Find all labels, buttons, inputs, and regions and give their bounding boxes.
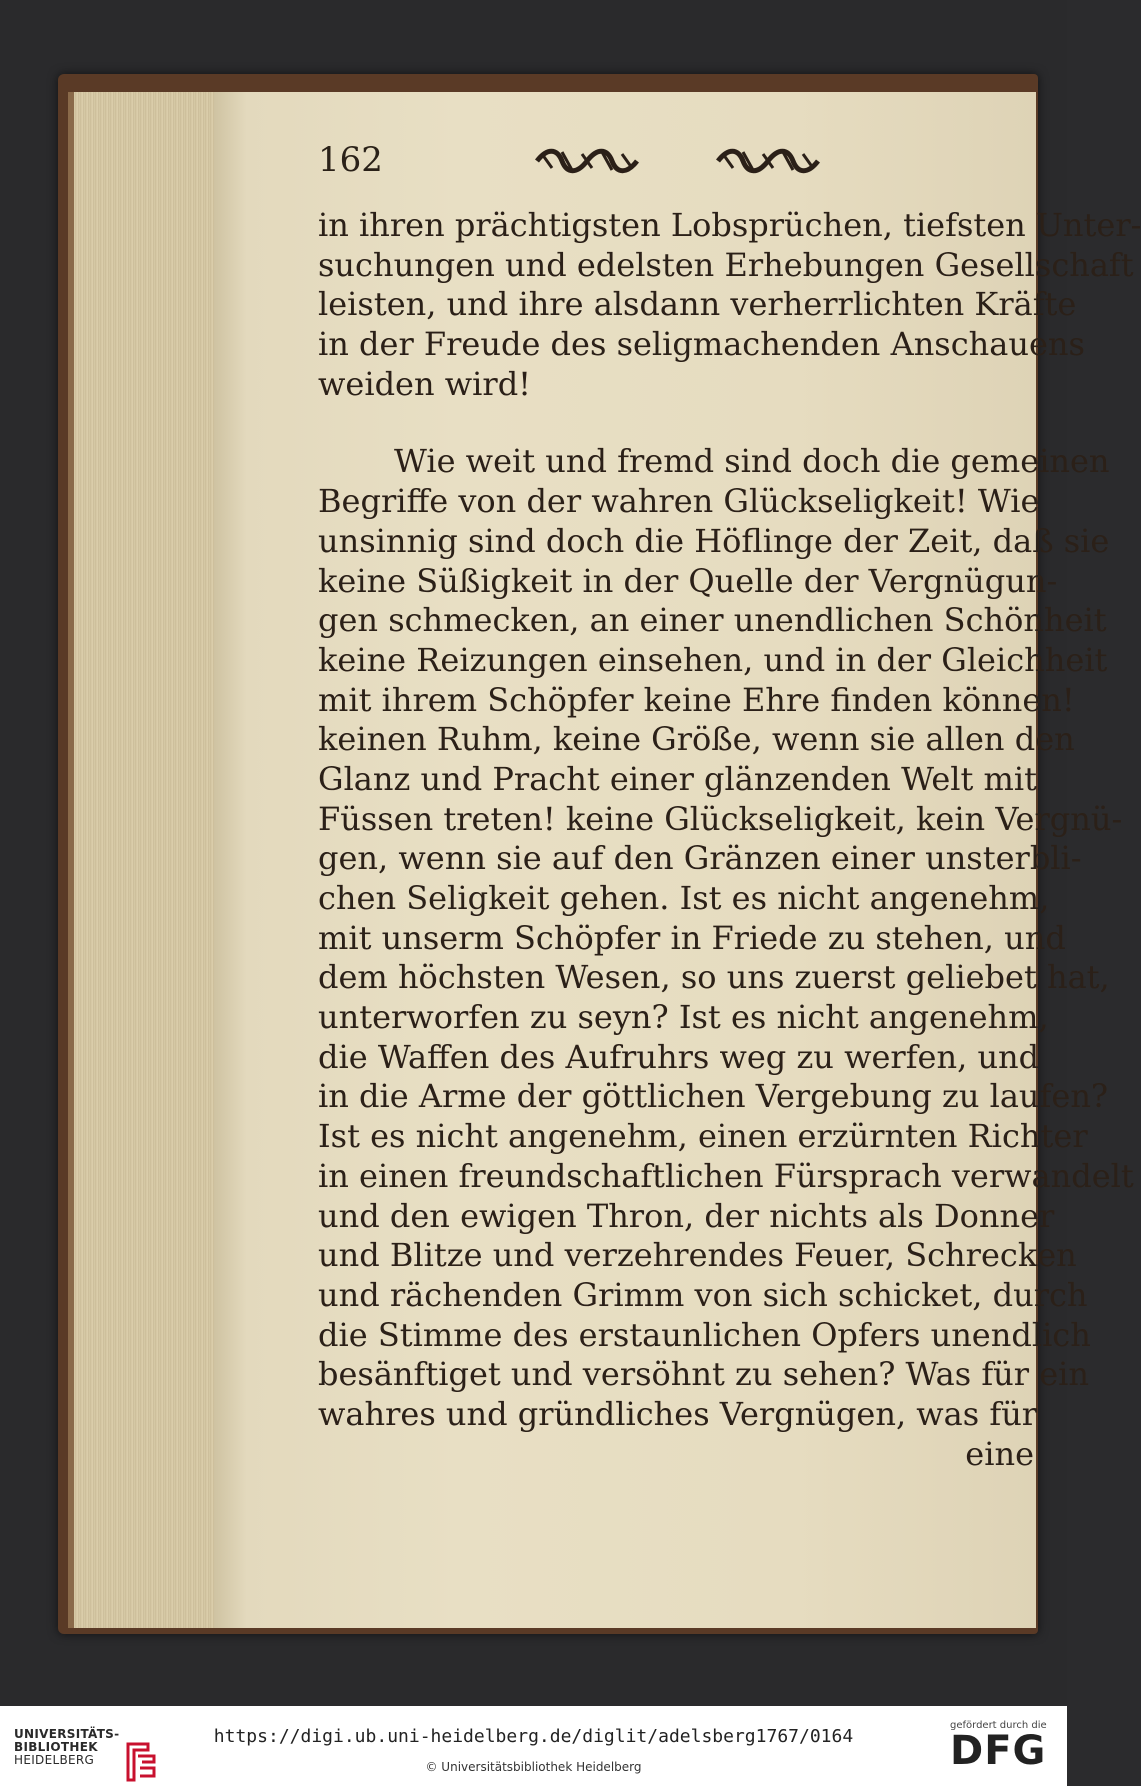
text-line: Füssen treten! keine Glückseligkeit, kein Vergnü- [318, 799, 1123, 838]
page-edges [68, 92, 226, 1628]
text-line: unterworfen zu seyn? Ist es nicht angenehm, [318, 998, 1049, 1037]
text-line: leisten, und ihre alsdann verherrlichten Kräfte [318, 285, 1077, 324]
text-line: dem höchsten Wesen, so uns zuerst geliebet hat, [318, 958, 1110, 997]
library-name-line: UNIVERSITÄTS- [14, 1727, 120, 1741]
text-line: gen schmecken, an einer unendlichen Schönheit [318, 601, 1107, 640]
text-line: in ihren prächtigsten Lobsprüchen, tiefsten Unter- [318, 206, 1141, 244]
library-name-line: BIBLIOTHEK [14, 1740, 98, 1754]
text-line: keine Süßigkeit in der Quelle der Vergnügun- [318, 561, 1058, 600]
text-line: chen Seligkeit gehen. Ist es nicht angenehm, [318, 879, 1050, 917]
text-line: in einen freundschaftlichen Fürsprach verwandelt [318, 1156, 1134, 1195]
text-line: Ist es nicht angenehm, einen erzürnten Richter [318, 1117, 1088, 1156]
page-text [318, 206, 1141, 1474]
dfg-funding-logo[interactable] [950, 1720, 1060, 1774]
text-line: keinen Ruhm, keine Größe, wenn sie allen den [318, 720, 1075, 759]
text-line: Wie weit und fremd sind doch die gemeinen [394, 442, 1110, 481]
text-line: die Stimme des erstaunlichen Opfers unendlich [318, 1315, 1091, 1354]
funded-by-text: gefördert durch die [950, 1720, 1047, 1731]
text-line: suchungen und edelsten Erhebungen Gesellschaft [318, 245, 1134, 284]
copyright-text: © Universitätsbibliothek Heidelberg [425, 1760, 642, 1774]
page-header [318, 140, 1038, 186]
text-line: weiden wird! [318, 364, 532, 403]
permalink-url[interactable]: https://digi.ub.uni-heidelberg.de/diglit/adelsberg1767/0164 [213, 1726, 854, 1747]
library-name-line: HEIDELBERG [14, 1753, 95, 1767]
printer-ornament-icon [532, 144, 642, 178]
text-line: und Blitze und verzehrendes Feuer, Schrecken [318, 1236, 1077, 1275]
text-line: gen, wenn sie auf den Gränzen einer unsterbli- [318, 839, 1082, 878]
paragraph-gap [318, 404, 1034, 442]
text-line: in der Freude des seligmachenden Anschauens [318, 325, 1085, 364]
text-line: besänftiget und versöhnt zu sehen? Was für ein [318, 1355, 1090, 1394]
text-line: unsinnig sind doch die Höflinge der Zeit, daß sie [318, 521, 1110, 560]
printer-ornament-icon [713, 144, 823, 178]
text-line: mit unserm Schöpfer in Friede zu stehen, und [318, 918, 1066, 957]
text-line: Begriffe von der wahren Glückseligkeit! Wie [318, 482, 1040, 521]
dfg-logo-text: DFG [950, 1728, 1047, 1774]
text-line: in die Arme der göttlichen Vergebung zu laufen? [318, 1077, 1109, 1116]
text-line: die Waffen des Aufruhrs weg zu werfen, und [318, 1037, 1040, 1076]
footer-bar [0, 1706, 1067, 1786]
text-line: keine Reizungen einsehen, und in der Gleichheit [318, 640, 1108, 679]
text-line: Glanz und Pracht einer glänzenden Welt mit [318, 759, 1037, 798]
page-number: 162 [318, 140, 383, 180]
text-line: und den ewigen Thron, der nichts als Donner [318, 1196, 1055, 1235]
text-line: mit ihrem Schöpfer keine Ehre finden können! [318, 680, 1075, 719]
catchword: eine [965, 1434, 1034, 1473]
text-line: wahres und gründliches Vergnügen, was für [318, 1394, 1038, 1433]
text-line: und rächenden Grimm von sich schicket, durch [318, 1275, 1088, 1314]
